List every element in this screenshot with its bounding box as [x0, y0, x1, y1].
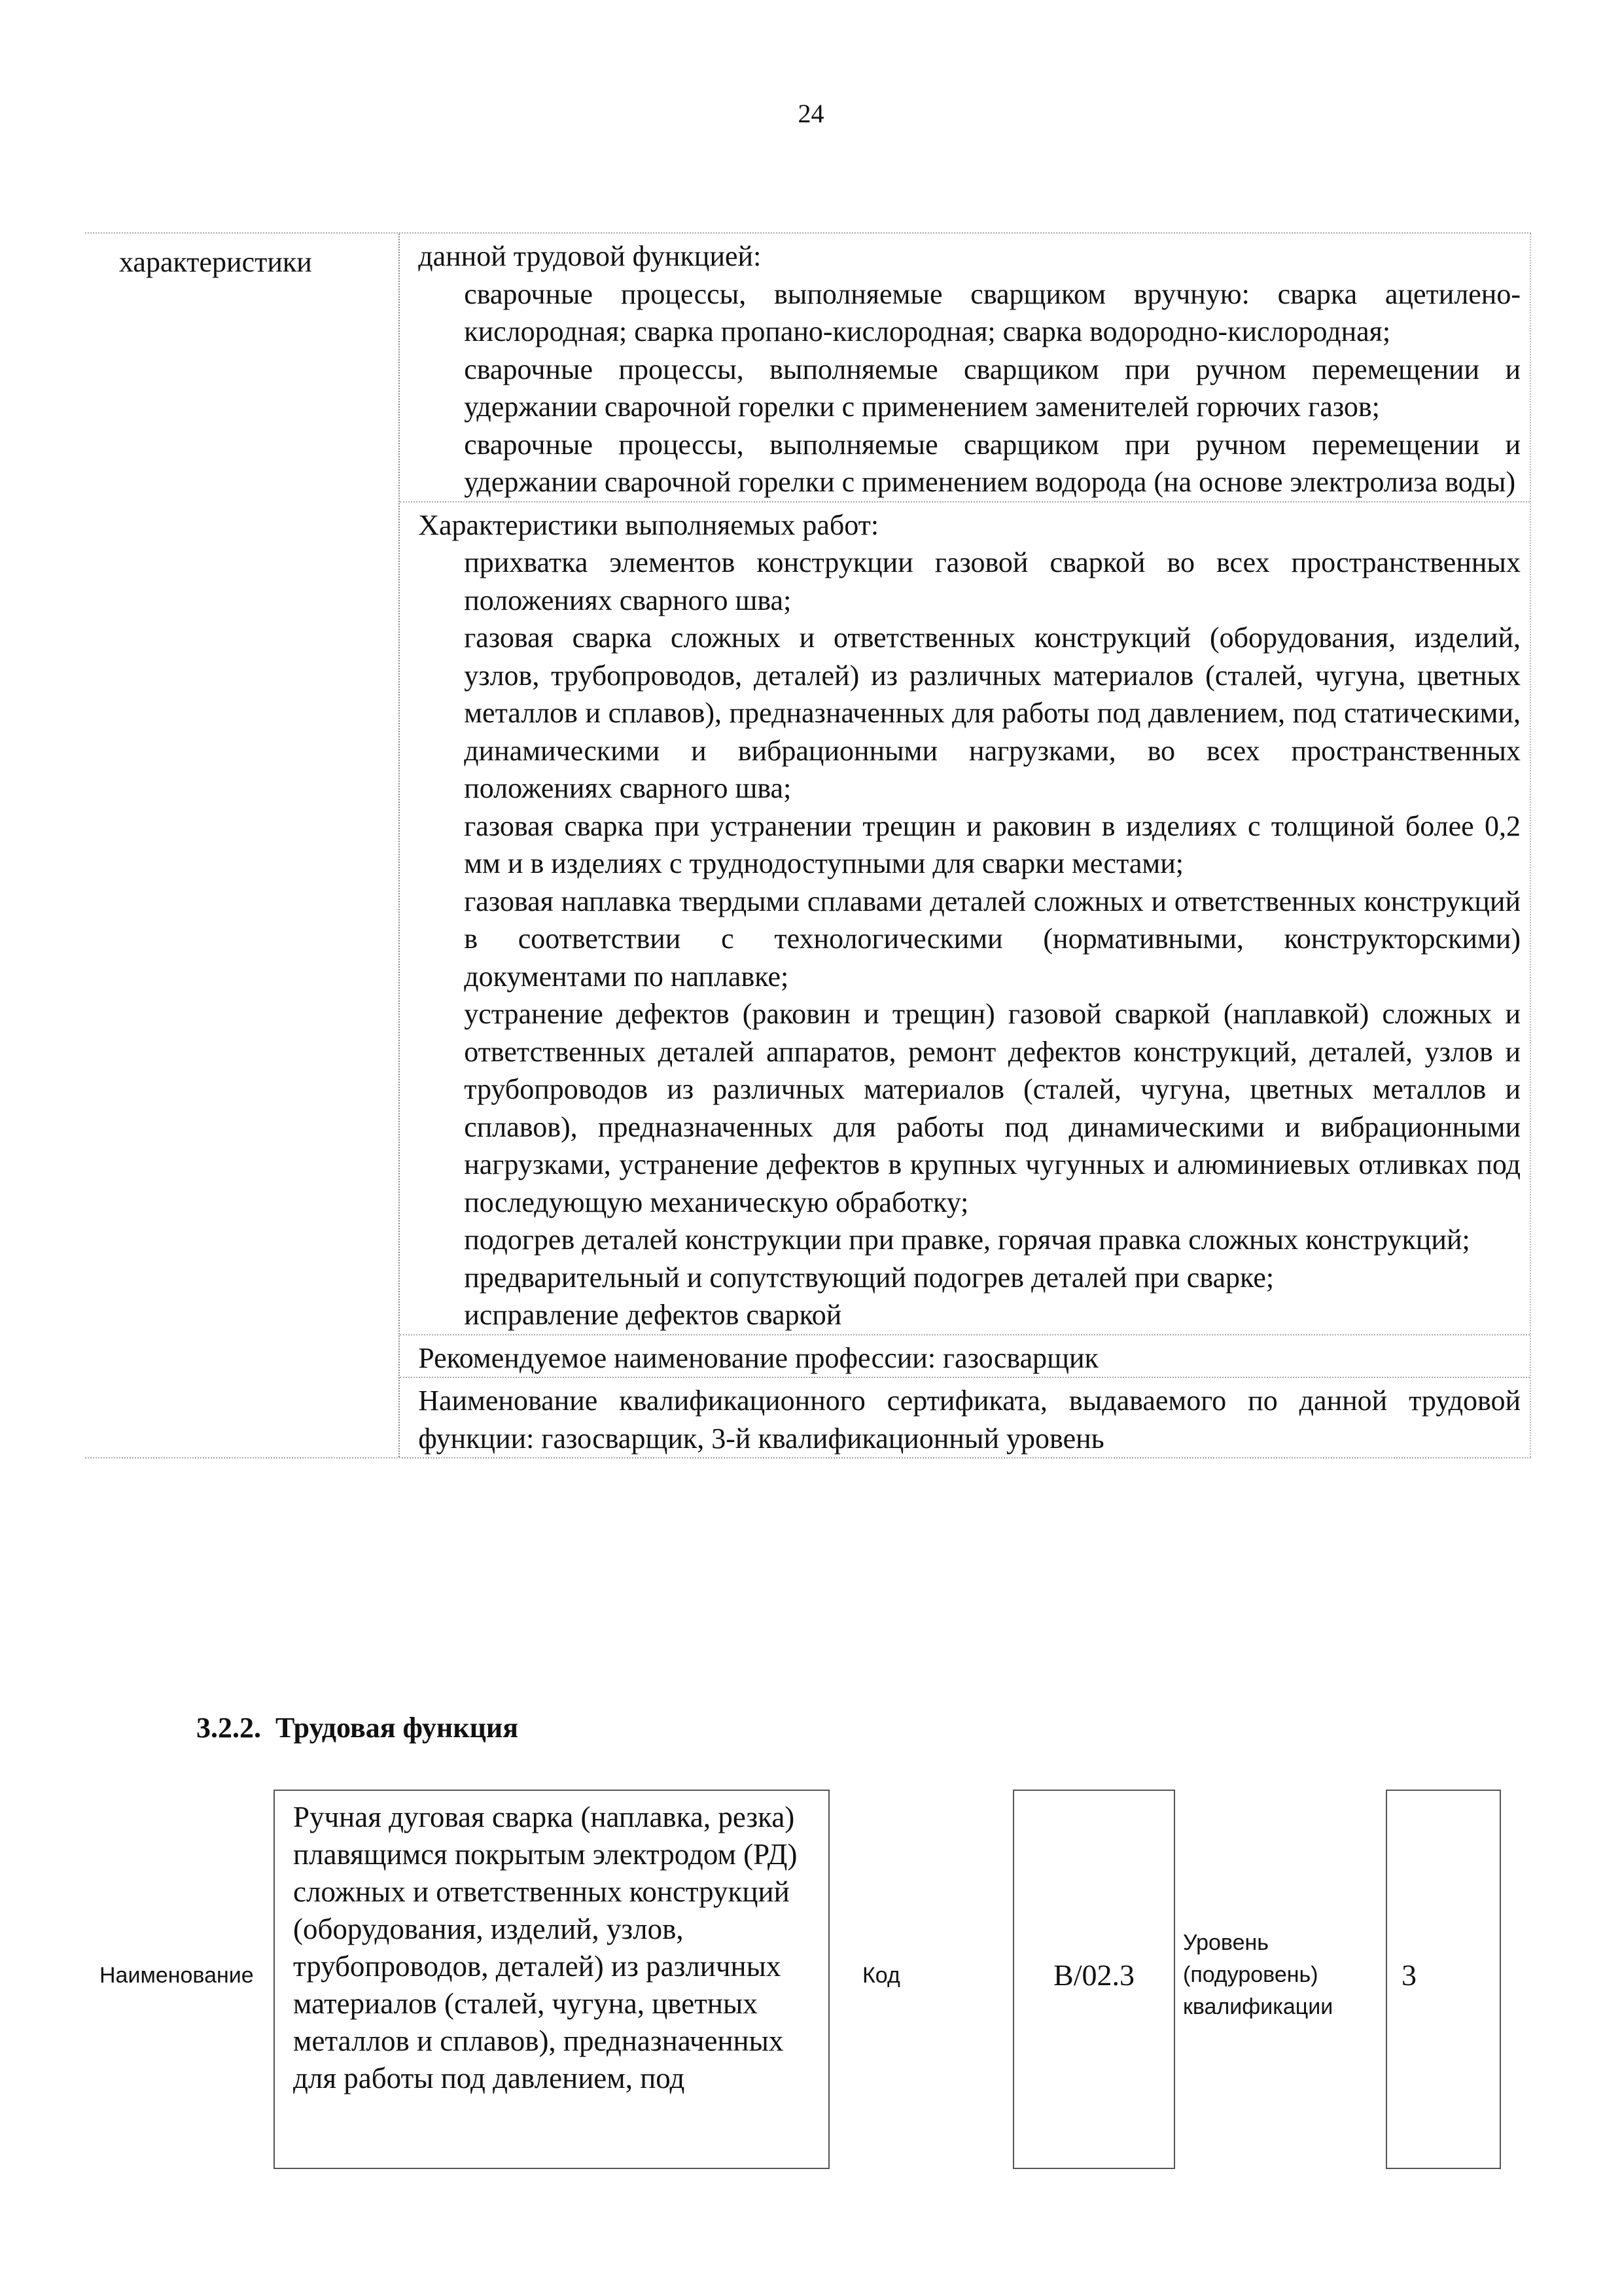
cell-line: сварочные процессы, выполняемые сварщиком при ручном перемещении и удержании сварочной горелки с применением водорода (на основе электролиза воды) [464, 428, 1521, 498]
cell-line: газовая наплавка твердыми сплавами деталей сложных и ответственных конструкций в соответствии с технологическими (нормативными, конструкторскими) документами по наплавке; [464, 885, 1521, 993]
characteristics-content [398, 234, 1531, 1457]
characteristics-cell-profession [400, 1335, 1530, 1379]
cell-line: Наименование квалификационного сертификата, выдаваемого по данной трудовой функции: газосварщик, 3-й квалификационный уровень [418, 1385, 1521, 1455]
characteristics-cell-work-characteristics [400, 503, 1530, 1335]
section-title: Трудовая функция [275, 1712, 519, 1744]
cell-line: предварительный и сопутствующий подогрев деталей при сварке; [464, 1261, 1275, 1294]
cell-line: исправление дефектов сваркой [464, 1299, 842, 1331]
qualification-level-label: Уровень (подуровень) квалификации [1183, 1930, 1333, 2019]
section-heading [196, 1711, 518, 1744]
cell-line: подогрев деталей конструкции при правке, горячая правка сложных конструкций; [464, 1224, 1470, 1256]
cell-line: газовая сварка при устранении трещин и раковин в изделиях с толщиной более 0,2 мм и в изделиях с труднодоступными для сварки местами; [464, 809, 1521, 879]
characteristics-row [85, 234, 1531, 1457]
cell-line: данной трудовой функцией: [418, 240, 762, 272]
cell-line: сварочные процессы, выполняемые сварщиком вручную: сварка ацетилено-кислородная; сварка пропано-кислородная; сварка водородно-кислородная; [464, 277, 1521, 347]
function-name-box: Ручная дуговая сварка (наплавка, резка) плавящимся покрытым электродом (РД) сложных и ответственных конструкций (оборудования, изделий, узлов, трубопроводов, деталей) из различных материалов (сталей, чугуна, цветных металлов и сплавов), предназначенных для работы под давлением, под [273, 1790, 830, 2169]
characteristics-label: характеристики [119, 246, 312, 278]
cell-line: прихватка элементов конструкции газовой сваркой во всех пространственных положениях сварного шва; [464, 546, 1521, 616]
cell-line: Рекомендуемое наименование профессии: газосварщик [418, 1341, 1099, 1374]
section-number: 3.2.2. [196, 1712, 261, 1744]
function-code-box: B/02.3 [1013, 1790, 1175, 2169]
cell-line: устранение дефектов (раковин и трещин) газовой сваркой (наплавкой) сложных и ответственных деталей аппаратов, ремонт дефектов конструкций, деталей, узлов и трубопроводов из различных материалов (сталей, чугуна, цветных металлов и сплавов), предназначенных для работы под динамическими и вибрационными нагрузками, устранение дефектов в крупных чугунных и алюминиевых отливках под последующую механическую обработку; [464, 998, 1521, 1218]
cell-line: Характеристики выполняемых работ: [418, 508, 879, 541]
function-name-label: Наименование [99, 1963, 254, 1988]
characteristics-table [85, 232, 1531, 1458]
characteristics-cell-welding-processes [400, 234, 1530, 503]
cell-line: газовая сварка сложных и ответственных конструкций (оборудования, изделий, узлов, трубопроводов, деталей) из различных материалов (сталей, чугуна, цветных металлов и сплавов), предназначенных для работы под давлением, под статическими, динамическими и вибрационными нагрузками, во всех пространственных положениях сварного шва; [464, 622, 1521, 804]
qualification-level-box: 3 [1386, 1790, 1501, 2169]
function-code-label: Код [862, 1963, 900, 1988]
cell-line: сварочные процессы, выполняемые сварщиком при ручном перемещении и удержании сварочной горелки с применением заменителей горючих газов; [464, 353, 1521, 423]
page-number: 24 [798, 99, 824, 128]
characteristics-cell-certificate [400, 1378, 1530, 1457]
